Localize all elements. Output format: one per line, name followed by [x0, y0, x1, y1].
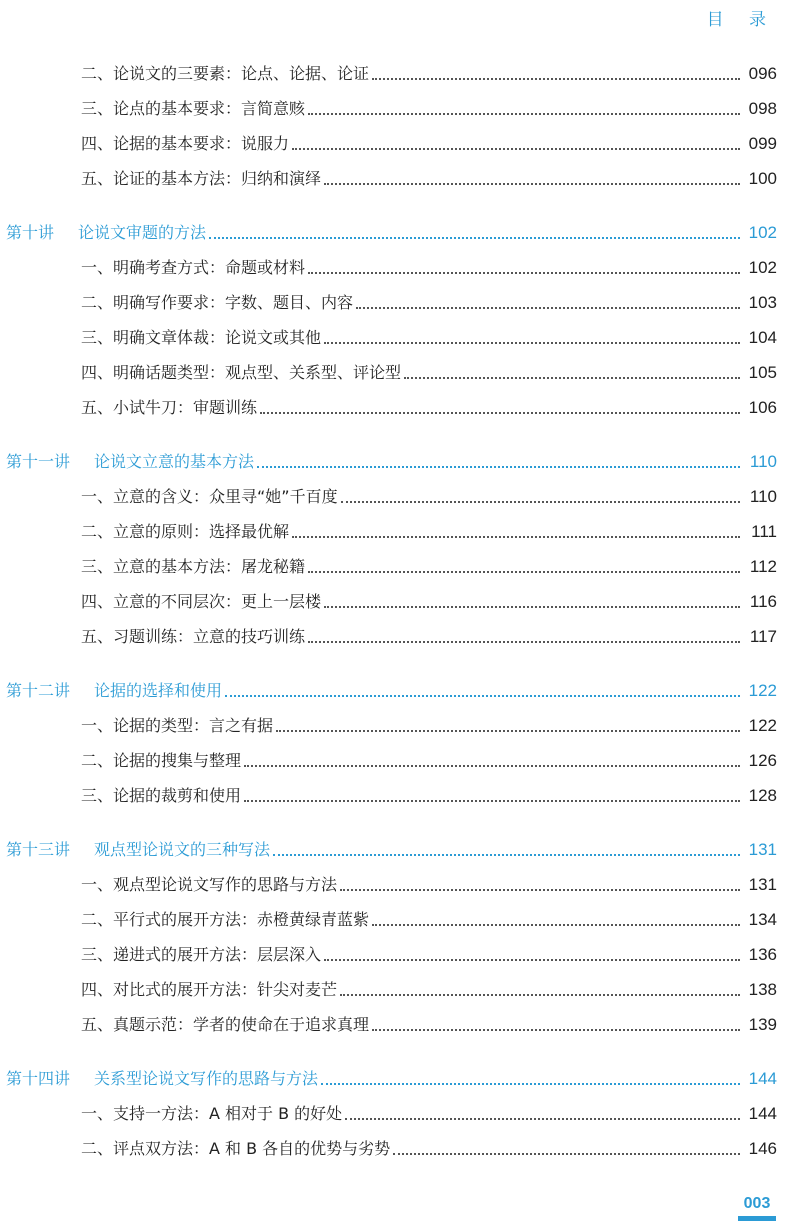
chapter-number: 第十二讲 [6, 681, 71, 700]
page-ref: 117 [749, 627, 777, 646]
entry-title: 五、真题示范：学者的使命在于追求真理 [81, 1015, 370, 1034]
entry-title: 五、习题训练：立意的技巧训练 [81, 627, 306, 646]
dot-leader [393, 1153, 740, 1155]
page-ref: 102 [748, 258, 777, 277]
chapter-number: 第十讲 [6, 223, 55, 242]
chapter-title: 论说文立意的基本方法 [94, 452, 255, 471]
entry-title: 一、论据的类型：言之有据 [81, 716, 274, 735]
entry-title: 一、明确考查方式：命题或材料 [81, 258, 306, 277]
dot-leader [292, 536, 740, 538]
dot-leader [324, 183, 740, 185]
page-ref: 144 [748, 1104, 777, 1123]
page-ref: 131 [748, 840, 777, 859]
entry-title: 二、论据的搜集与整理 [81, 751, 242, 770]
chapter-title: 观点型论说文的三种写法 [94, 840, 271, 859]
dot-leader [340, 889, 740, 891]
dot-leader [321, 1083, 740, 1085]
dot-leader [276, 730, 740, 732]
page-ref: 138 [748, 980, 777, 999]
toc-entry-row[interactable] [0, 165, 790, 189]
entry-title: 四、立意的不同层次：更上一层楼 [81, 592, 322, 611]
toc-entry-row[interactable] [0, 906, 790, 930]
page-ref: 112 [749, 557, 777, 576]
toc-entry-row[interactable] [0, 553, 790, 577]
toc-entry-row[interactable] [0, 623, 790, 647]
dot-leader [345, 1118, 740, 1120]
dot-leader [308, 641, 740, 643]
toc-entry-row[interactable] [0, 60, 790, 84]
toc-entry-row[interactable] [0, 483, 790, 507]
page-ref: 105 [748, 363, 777, 382]
dot-leader [273, 854, 740, 856]
entry-title: 一、立意的含义：众里寻“她”千百度 [81, 487, 338, 506]
toc-entry-row[interactable] [0, 518, 790, 542]
page-ref: 122 [748, 716, 777, 735]
toc-entry-row[interactable] [0, 976, 790, 1000]
dot-leader [356, 307, 740, 309]
entry-title: 一、支持一方法：A 相对于 B 的好处 [81, 1104, 343, 1123]
entry-title: 四、对比式的展开方法：针尖对麦芒 [81, 980, 338, 999]
dot-leader [244, 800, 740, 802]
entry-title: 四、明确话题类型：观点型、关系型、评论型 [81, 363, 402, 382]
toc-entry-row[interactable] [0, 289, 790, 313]
entry-title: 三、论点的基本要求：言简意赅 [81, 99, 306, 118]
toc-entry-row[interactable] [0, 95, 790, 119]
dot-leader [244, 765, 740, 767]
page-ref: 136 [748, 945, 777, 964]
page-ref: 110 [749, 452, 777, 471]
entry-title: 五、小试牛刀：审题训练 [81, 398, 258, 417]
dot-leader [260, 412, 740, 414]
toc-entry-row[interactable] [0, 871, 790, 895]
entry-title: 一、观点型论说文写作的思路与方法 [81, 875, 338, 894]
entry-title: 二、明确写作要求：字数、题目、内容 [81, 293, 354, 312]
dot-leader [341, 501, 740, 503]
entry-title: 五、论证的基本方法：归纳和演绎 [81, 169, 322, 188]
toc-entry-row[interactable] [0, 130, 790, 154]
page-ref: 104 [748, 328, 777, 347]
toc-chapter-row[interactable] [0, 219, 790, 243]
toc-entry-row[interactable] [0, 1100, 790, 1124]
entry-title: 二、论说文的三要素：论点、论据、论证 [81, 64, 370, 83]
entry-title: 三、立意的基本方法：屠龙秘籍 [81, 557, 306, 576]
toc-entry-row[interactable] [0, 254, 790, 278]
page-ref: 102 [748, 223, 777, 242]
dot-leader [372, 78, 740, 80]
page-ref: 146 [748, 1139, 777, 1158]
toc-chapter-row[interactable] [0, 836, 790, 860]
toc-entry-row[interactable] [0, 1011, 790, 1035]
entry-title: 四、论据的基本要求：说服力 [81, 134, 290, 153]
toc-entry-row[interactable] [0, 941, 790, 965]
toc-chapter-row[interactable] [0, 677, 790, 701]
chapter-title: 论据的选择和使用 [94, 681, 223, 700]
dot-leader [225, 695, 740, 697]
dot-leader [372, 924, 740, 926]
page-ref: 131 [748, 875, 777, 894]
toc-entry-row[interactable] [0, 1135, 790, 1159]
dot-leader [372, 1029, 740, 1031]
chapter-number: 第十三讲 [6, 840, 71, 859]
page-ref: 110 [749, 487, 777, 506]
dot-leader [308, 113, 740, 115]
dot-leader [324, 606, 740, 608]
page-number: 003 [738, 1195, 776, 1221]
page-ref: 122 [748, 681, 777, 700]
page-ref: 096 [748, 64, 777, 83]
dot-leader [324, 342, 740, 344]
page-ref: 126 [748, 751, 777, 770]
dot-leader [257, 466, 740, 468]
toc-chapter-row[interactable] [0, 448, 790, 472]
toc-entry-row[interactable] [0, 712, 790, 736]
entry-title: 二、评点双方法：A 和 B 各自的优势与劣势 [81, 1139, 391, 1158]
header-title: 目 录 [706, 10, 776, 30]
page-ref: 099 [748, 134, 777, 153]
toc-entry-row[interactable] [0, 359, 790, 383]
chapter-number: 第十四讲 [6, 1069, 71, 1088]
toc-chapter-row[interactable] [0, 1065, 790, 1089]
chapter-title: 关系型论说文写作的思路与方法 [94, 1069, 319, 1088]
toc-entry-row[interactable] [0, 747, 790, 771]
dot-leader [308, 272, 740, 274]
toc-entry-row[interactable] [0, 394, 790, 418]
entry-title: 三、明确文章体裁：论说文或其他 [81, 328, 322, 347]
dot-leader [308, 571, 740, 573]
dot-leader [404, 377, 740, 379]
page-ref: 111 [751, 522, 777, 541]
page-ref: 106 [748, 398, 777, 417]
entry-title: 三、论据的裁剪和使用 [81, 786, 242, 805]
dot-leader [209, 237, 740, 239]
toc-entry-row[interactable] [0, 782, 790, 806]
page-ref: 103 [748, 293, 777, 312]
page-ref: 144 [748, 1069, 777, 1088]
entry-title: 三、递进式的展开方法：层层深入 [81, 945, 322, 964]
page-ref: 139 [748, 1015, 777, 1034]
chapter-title: 论说文审题的方法 [78, 223, 207, 242]
dot-leader [340, 994, 740, 996]
page-ref: 100 [748, 169, 777, 188]
dot-leader [324, 959, 740, 961]
chapter-number: 第十一讲 [6, 452, 71, 471]
page-ref: 134 [748, 910, 777, 929]
dot-leader [292, 148, 740, 150]
page-ref: 128 [748, 786, 777, 805]
toc-entry-row[interactable] [0, 324, 790, 348]
page-ref: 116 [749, 592, 777, 611]
entry-title: 二、平行式的展开方法：赤橙黄绿青蓝紫 [81, 910, 370, 929]
page-ref: 098 [748, 99, 777, 118]
toc-entry-row[interactable] [0, 588, 790, 612]
entry-title: 二、立意的原则：选择最优解 [81, 522, 290, 541]
